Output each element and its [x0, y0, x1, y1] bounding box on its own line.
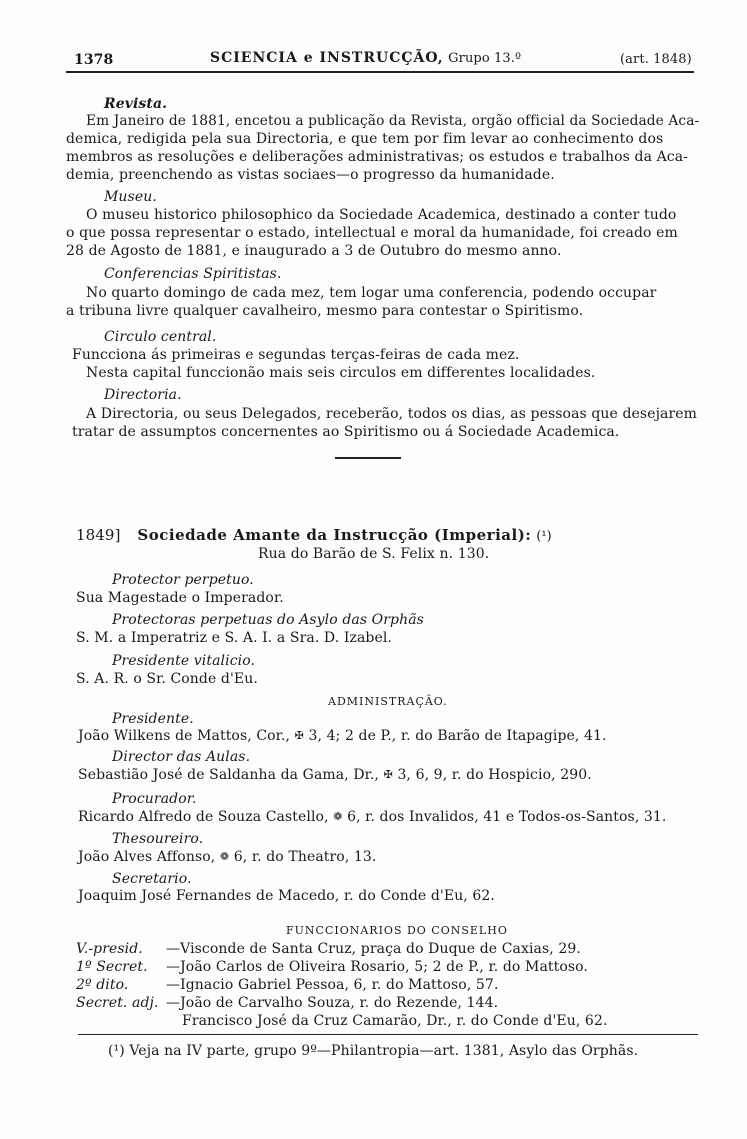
museu-line: 28 de Agosto de 1881, e inaugurado a 3 de Outubro do mesmo anno. [66, 243, 562, 259]
administracao-heading: ADMINISTRAÇÃO. [328, 695, 448, 708]
protector-name: Sua Magestade o Imperador. [76, 590, 284, 606]
protectoras-names: S. M. a Imperatriz e S. A. I. a Sra. D. Izabel. [76, 630, 392, 646]
conselho-text: —Visconde de Santa Cruz, praça do Duque de Caxias, 29. [166, 941, 581, 957]
conselho-entry [76, 940, 581, 958]
officer-name: João Alves Affonso, [78, 849, 216, 865]
conselho-role: 2º dito. [76, 977, 129, 993]
protectoras-label: Protectoras perpetuas do Asylo das Orphãs [112, 612, 424, 628]
directoria-heading: Directoria. [104, 387, 182, 403]
running-title [210, 49, 521, 68]
revista-line: Em Janeiro de 1881, encetou a publicação da Revista, orgão official da Sociedade Aca- [86, 113, 700, 129]
presidente-vitalicio-name: S. A. R. o Sr. Conde d'Eu. [76, 671, 258, 687]
conselho-role: 1º Secret. [76, 959, 148, 975]
conselho-heading: FUNCCIONARIOS DO CONSELHO [286, 924, 508, 937]
museu-heading: Museu. [104, 189, 157, 205]
conselho-role: Secret. adj. [76, 995, 159, 1011]
conselho-entry [76, 976, 499, 994]
article-number: 1849] [76, 526, 121, 544]
officer-entry [78, 848, 376, 866]
header-rule [66, 71, 694, 73]
group-label: Grupo 13.º [448, 51, 522, 66]
officer-details: 3, 4; 2 de P., r. do Barão de Itapagipe, 41. [308, 728, 607, 744]
revista-heading: Revista. [104, 96, 168, 112]
officer-name: Joaquim José Fernandes de Macedo, r. do Conde d'Eu, 62. [78, 888, 495, 904]
conselho-extra-member: Francisco José da Cruz Camarão, Dr., r. do Conde d'Eu, 62. [182, 1013, 608, 1029]
conselho-role: V.-presid. [76, 941, 143, 957]
officer-entry [78, 887, 495, 905]
section-divider [335, 457, 401, 459]
circulo-line: Funcciona ás primeiras e segundas terças-feiras de cada mez. [72, 347, 520, 363]
officer-label: Director das Aulas. [112, 749, 251, 765]
revista-line: demia, preenchendo as vistas sociaes—o progresso da humanidade. [66, 167, 555, 183]
conselho-text: —João Carlos de Oliveira Rosario, 5; 2 de P., r. do Mattoso. [166, 959, 588, 975]
presidente-vitalicio-label: Presidente vitalicio. [112, 653, 256, 669]
officer-entry [78, 727, 607, 745]
circulo-line: Nesta capital funccionão mais seis circulos em differentes localidades. [86, 365, 596, 381]
society-address: Rua do Barão de S. Felix n. 130. [258, 546, 490, 562]
revista-line: membros as resoluções e deliberações administrativas; os estudos e trabalhos da Aca- [66, 149, 688, 165]
article-range: (art. 1848) [620, 52, 692, 67]
page-number: 1378 [74, 52, 114, 68]
society-name: Sociedade Amante da Instrucção (Imperial): [137, 526, 532, 544]
officer-name: João Wilkens de Mattos, Cor., [78, 728, 291, 744]
protector-label: Protector perpetuo. [112, 572, 254, 588]
officer-name: Ricardo Alfredo de Souza Castello, [78, 809, 329, 825]
conselho-text: —João de Carvalho Souza, r. do Rezende, 144. [166, 995, 499, 1011]
officer-details: 3, 6, 9, r. do Hospicio, 290. [397, 767, 592, 783]
conselho-entry [76, 994, 498, 1012]
footnote-rule [78, 1034, 698, 1035]
officer-entry [78, 808, 667, 826]
decoration-rose-icon: ❁ [333, 810, 343, 823]
officer-label: Procurador. [112, 791, 197, 807]
running-title-text: SCIENCIA e INSTRUCÇÃO, [210, 50, 444, 66]
footnote-text: (¹) Veja na IV parte, grupo 9º—Philantropia—art. 1381, Asylo das Orphãs. [108, 1043, 639, 1059]
conselho-text: —Ignacio Gabriel Pessoa, 6, r. do Mattoso, 57. [166, 977, 499, 993]
directoria-line: tratar de assumptos concernentes ao Spiritismo ou á Sociedade Academica. [72, 424, 620, 440]
conferencias-line: No quarto domingo de cada mez, tem logar uma conferencia, podendo occupar [86, 285, 657, 301]
officer-details: 6, r. dos Invalidos, 41 e Todos-os-Santos, 31. [347, 809, 667, 825]
decoration-rose-icon: ❁ [219, 850, 230, 863]
museu-line: O museu historico philosophico da Sociedade Academica, destinado a conter tudo [86, 207, 677, 223]
officer-label: Thesoureiro. [112, 831, 204, 847]
museu-line: o que possa representar o estado, intellectual e moral da humanidade, foi creado em [66, 225, 678, 241]
officer-name: Sebastião José de Saldanha da Gama, Dr., [78, 767, 380, 783]
conferencias-line: a tribuna livre qualquer cavalheiro, mesmo para contestar o Spiritismo. [66, 303, 584, 319]
officer-label: Presidente. [112, 711, 194, 727]
officer-details: 6, r. do Theatro, 13. [233, 849, 377, 865]
officer-label: Secretario. [112, 871, 192, 887]
revista-line: demica, redigida pela sua Directoria, e que tem por fim levar ao conhecimento dos [66, 131, 664, 147]
circulo-heading: Circulo central. [104, 329, 217, 345]
conferencias-heading: Conferencias Spiritistas. [104, 266, 282, 282]
footnote-mark: (¹) [536, 529, 552, 544]
conselho-entry [76, 958, 588, 976]
decoration-cross-icon: ✠ [294, 729, 304, 742]
officer-entry [78, 766, 592, 784]
decoration-cross-icon: ✠ [383, 768, 393, 781]
society-title-line [76, 526, 552, 546]
directoria-line: A Directoria, ou seus Delegados, receberão, todos os dias, as pessoas que desejarem [86, 406, 698, 422]
